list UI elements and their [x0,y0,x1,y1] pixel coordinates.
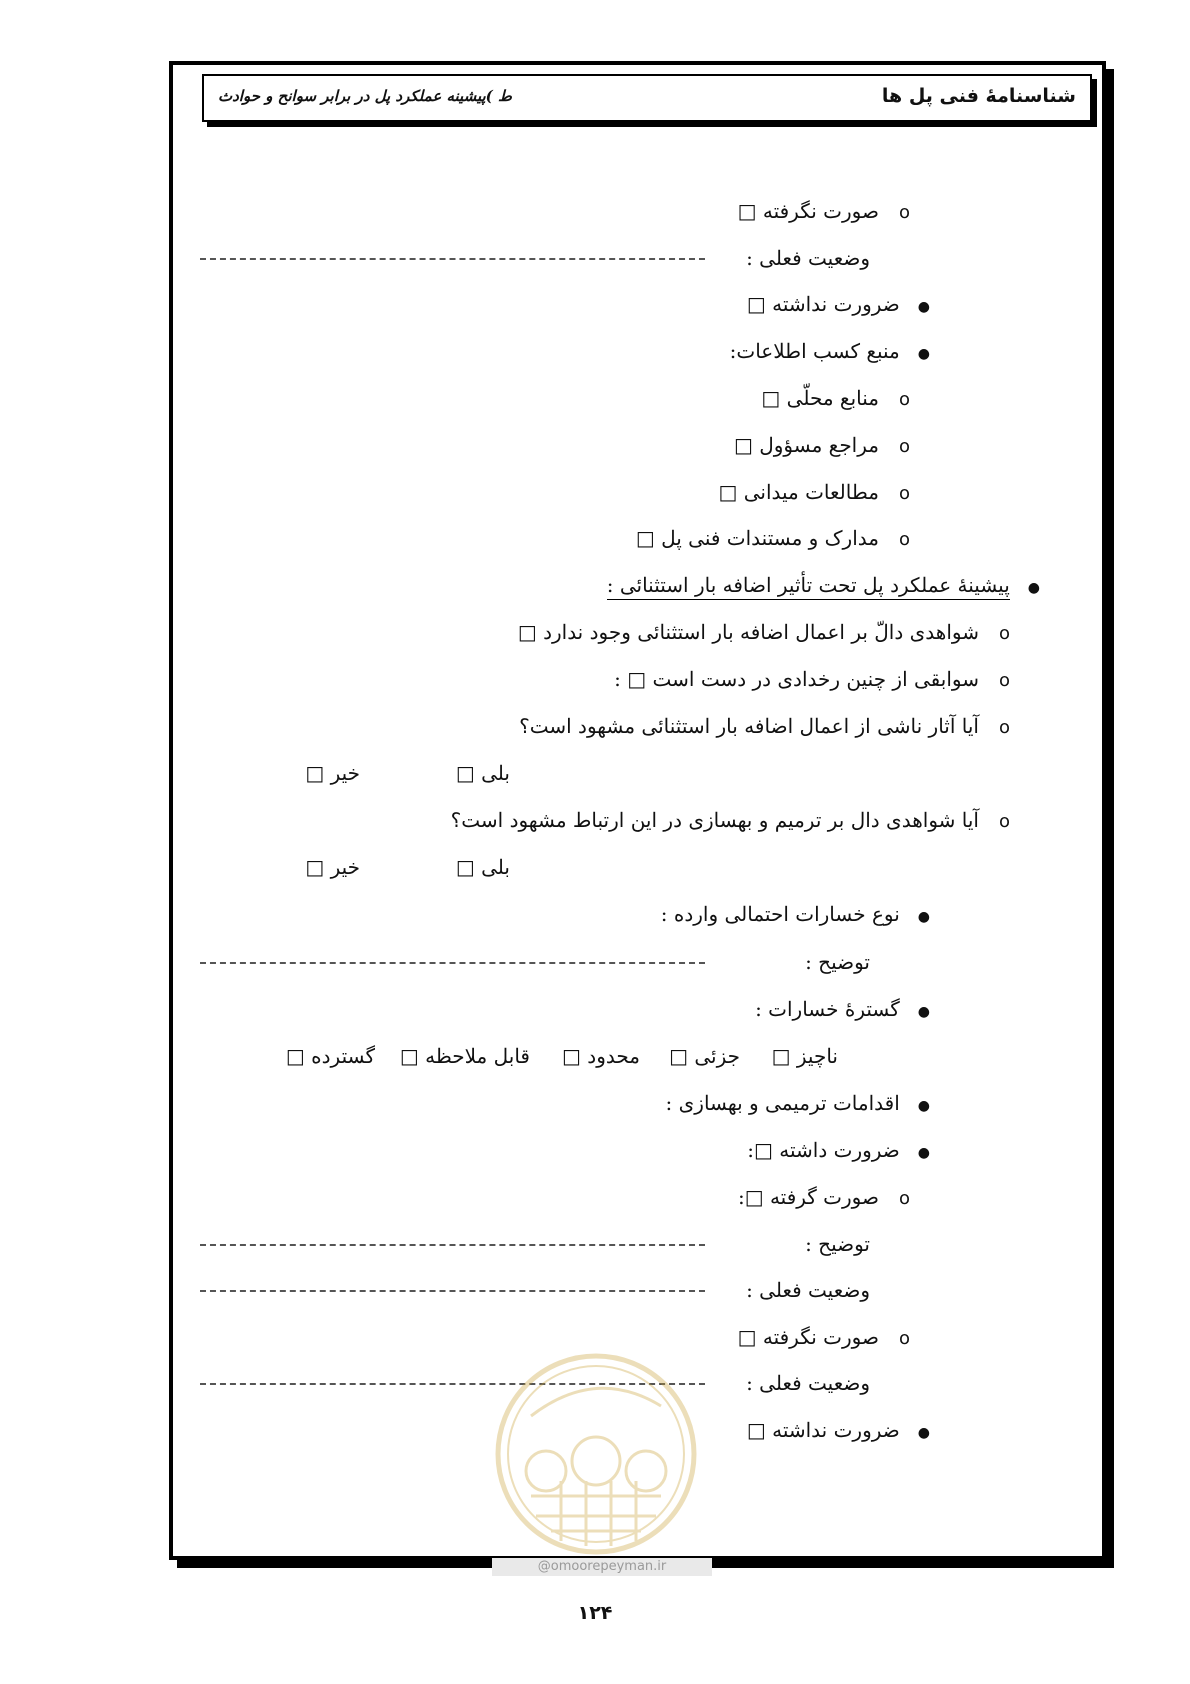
bullet-icon: ● [1027,580,1040,596]
option-label: مراجع مسؤول □ [733,433,879,457]
bullet-icon: ● [917,346,930,362]
description-label: توضیح : [805,1232,870,1256]
question-repair-evidence [451,806,1010,836]
option-responsible-authorities [734,431,910,461]
circle-bullet-icon: o [898,483,910,504]
current-status-label: وضعیت فعلی : [746,1278,870,1302]
option-done [738,1183,910,1213]
bullet-icon: ● [917,1004,930,1020]
heading-label: اقدامات ترمیمی و بهسازی : [665,1091,900,1115]
bullet-icon: ● [917,909,930,925]
option-label: صورت نگرفته □ [737,1325,879,1349]
question-label: آیا آثار ناشی از اعمال اضافه بار استثنائی مشهود است؟ [519,714,979,738]
answer-no: خیر □ [305,761,360,785]
circle-bullet-icon: o [898,389,910,410]
section-heading: پیشینهٔ عملکرد پل تحت تأثیر اضافه بار استثنائی : [607,573,1010,600]
circle-bullet-icon: o [898,1328,910,1349]
option-label: ضرورت داشته □: [747,1138,900,1162]
header-title: شناسنامهٔ فنی پل ها [881,85,1076,107]
option-label: صورت نگرفته □ [737,199,879,223]
option-label: مطالعات میدانی □ [718,480,879,504]
bullet-icon: ● [917,299,930,315]
option-label: سوابقی از چنین رخدادی در دست است □ : [614,667,979,691]
option-records-exist [614,665,1010,695]
description-label: توضیح : [805,950,870,974]
answer-yes: بلی □ [455,761,510,785]
option-label: ضرورت نداشته □ [746,292,900,316]
question-overload-effects [519,712,1010,742]
dashed-fill-line [0,1278,1190,1306]
heading-label: گسترهٔ خسارات : [755,997,900,1021]
option-label: صورت گرفته □: [737,1185,879,1209]
watermark-logo [491,1346,701,1561]
section-title: ط )پیشینه عملکرد پل در برابر سوانح و حوادث [218,87,512,105]
extent-considerable: قابل ملاحظه □ [399,1044,530,1068]
option-label: مدارک و مستندات فنی پل □ [635,526,879,550]
option-no-evidence-overload [518,618,1010,648]
answer-no: خیر □ [305,855,360,879]
dashed-fill-line [0,950,1190,978]
circle-bullet-icon: o [998,811,1010,832]
extent-limited: محدود □ [562,1044,640,1068]
current-status-label: وضعیت فعلی : [746,246,870,270]
heading-label: منبع کسب اطلاعات: [729,339,900,363]
bullet-icon: ● [917,1425,930,1441]
dashed-fill-line [0,1232,1190,1260]
extent-negligible: ناچیز □ [771,1044,838,1068]
current-status-label: وضعیت فعلی : [746,1371,870,1395]
bullet-damage-type [661,900,930,931]
option-local-sources [761,384,910,414]
bullet-icon: ● [917,1098,930,1114]
option-not-done [738,1323,910,1353]
page-header [202,74,1092,122]
dashed-fill-line [0,246,1190,274]
circle-bullet-icon: o [998,623,1010,644]
option-label: ضرورت نداشته □ [746,1418,900,1442]
section-overload-history [607,571,1040,602]
bullet-was-necessary [747,1136,930,1167]
answer-yes: بلی □ [455,855,510,879]
option-field-studies [718,478,910,508]
question-label: آیا شواهدی دال بر ترمیم و بهسازی در این ارتباط مشهود است؟ [450,808,979,832]
page-number: ۱۲۴ [577,1602,613,1624]
bullet-damage-extent [755,995,930,1026]
bullet-info-source [730,337,930,368]
circle-bullet-icon: o [898,202,910,223]
circle-bullet-icon: o [998,670,1010,691]
watermark-url: @omoorepeyman.ir [492,1558,712,1576]
option-label: شواهدی دالّ بر اعمال اضافه بار استثنائی وجود ندارد □ [517,620,979,644]
circle-bullet-icon: o [898,436,910,457]
bullet-icon: ● [917,1145,930,1161]
heading-label: نوع خسارات احتمالی وارده : [660,902,900,926]
extent-extensive: گسترده □ [285,1044,375,1068]
circle-bullet-icon: o [898,1188,910,1209]
bullet-repair-measures [666,1089,930,1120]
extent-minor: جزئی □ [669,1044,740,1068]
bullet-not-necessary [747,1416,930,1447]
option-label: منابع محلّی □ [761,386,879,410]
circle-bullet-icon: o [898,529,910,550]
option-technical-documents [636,524,910,554]
option-not-done [738,197,910,227]
bullet-not-necessary [747,290,930,321]
circle-bullet-icon: o [998,717,1010,738]
